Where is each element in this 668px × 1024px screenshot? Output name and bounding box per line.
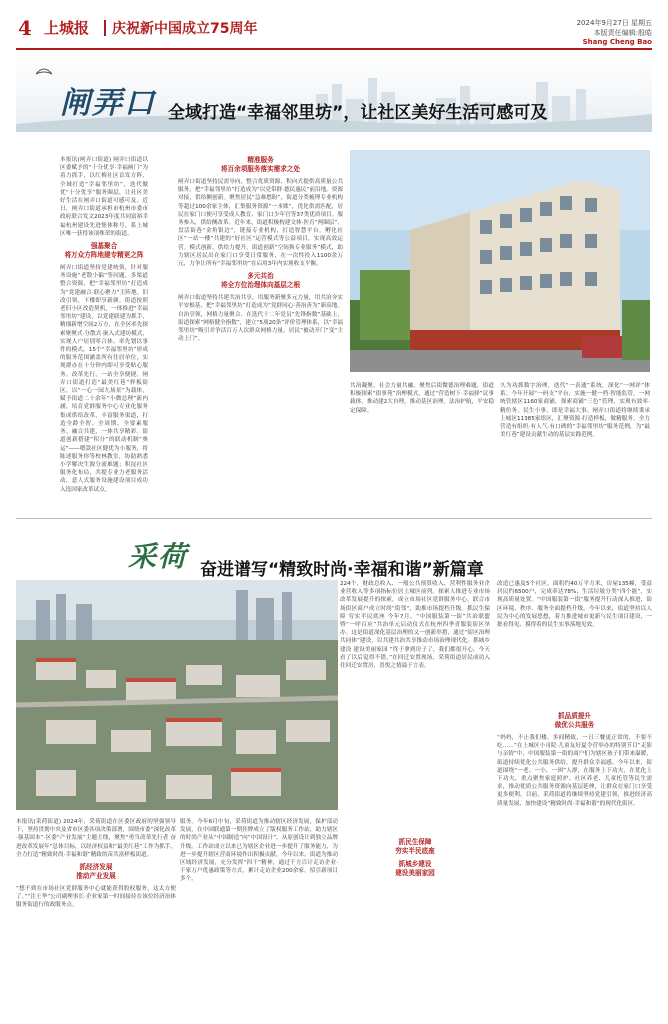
story2-column-2 <box>180 818 338 1014</box>
story2-body-text-5: “妈妈，不止我们楼，多间精致，一日三餐更正常的，不要不吃……”在上城区小司院·儿童友好夏令营举办的特别节目“走影与亲情”中，中国服装第一街的商户们为辖区孩子们带来温暖，街道持续优化公共服务供给，提升群众幸福感。今年以来，街道围绕“一老、一小、一困”人群，在服务上下功夫，在优化上下功夫，重点聚焦家庭照护、社区养老、儿童托管等民生需求，推动优质公共服务资源向基层延伸，让群众在家门口享受更多便利。目前，采荷街道将继续坚持党建引领，推进经济高质量发展，加快建设“精致时尚·幸福和谐”的现代化街区。 <box>497 735 652 807</box>
story1-body-text-1: 闸弄口街道坚持党建统领，针对服务设施“老散小偏”等问题，多渠道整合资源，把“幸福邻里坊”打造成为“党建融合·联心聚力”主阵地。旧改引领，下楼即享新颜。街道按照老旧小区改造契机，一体推进“幸福邻里坊”建设，以党建联建为抓手，精细新增空间2万方，在全区率先探索聚聚式·分散式·嵌入式建坊模式，实现人户居别零合体。率先划以事件的模式，15个“幸福邻里坊”形成的服务范围涵盖所有住居单位，实现群办在十分钟内即可享受贴心服务。改革先行，一站全享便捷。闸弄口街道打造“最美红巷”样板街区，以“一心一园九场景”为载体，赋予街道二十余年“小微总理”新内涵，培育党群服务中心专业化服务集成供给改革，丰富服务渠道，打造全龄全智、全周期、全要素服务。融合共建，一体共享精彩。街道创新搭建“积分”的联动机制“奥运”——嗯款社区健优为小服务，将陈述服务你等校林教室，协助熟悉小学解决生源分流难题；积淀社区服务化布局，共提专业力老服务活动，意人式服务设施建设项目成功入选国家改革试点。 <box>60 265 148 493</box>
story2-subhead-1: 抓经济发展 推动产业发展 <box>76 863 116 881</box>
story2-body-text-2: 服务。今年6月中旬，采荷街道为推动辖区经济发展，保护部动发展，在中国联通第一期挂牌成立了版权服务工作站，助力辖区的时尚产业从“中国制造”向“中国设计”，从原创设计到独立品牌升级。工作站成立以来已为辖区企业进一步提升了服务能力，为进一步提升辖区营商环境作出积极贡献。今年以来，街道为推动区域经济发展，充分发挥“四千”精神，通过千方百计走访企业·千家万户优惠政策等方式，累计走访企业200余家，招引新项目多个。 <box>180 819 338 883</box>
section-title: 庆祝新中国成立75周年 <box>112 21 258 37</box>
masthead-rule <box>16 48 652 50</box>
story1-subhead-1: 强基聚合 将万众方阵地建专精更之阵 <box>64 242 144 260</box>
story2-subhead-2: 抓民生保障 穷实半民底座 <box>395 838 435 855</box>
story2-body-text-3: 224个，财政总收入、一般公共预算收入、营利性服务业企业营收入等多项指标位居上城区前列。探索人推进专业市场改革发展提升的探索，成立市场社区党群服务中心，联合市场街区商户成立时尚“街邻”，助推市场提档升级。抓民生保障 穷实半民底座 今年7月，“中国服装第一街”共治联盟暨“一呼百应”共治单元启动仪式在杭州四季青服装街区举办。这是街道深化基层治理的又一创新举措，通过“街区治理共同体”建设，以共建共治共享推动市场治理现代化。抓城乡建设 建设美丽家园 “终于拿到房子了，我们都很开心，今天看了以后觉得不错。”在回迁安置现场，采荷街道居民成功入住回迁安置房，喜悦之情溢于言表。 <box>340 581 490 670</box>
story2-photo-aerial-city <box>16 580 338 810</box>
story2-column-5 <box>497 734 652 1014</box>
editor-credit: 本版责任编辑:殷皓 <box>593 29 652 37</box>
story2-subhead-3: 抓城乡建设 建设美丽家园 <box>395 860 435 877</box>
story2-body-text-4: 改造已惠及5个社区，面积约40万平方米，房屋135幢，受益居民约6500户，完成率达78%；生活垃圾分类“四个能”，实现高质量处置。“中国服装第一街”服务提升行动深入推进，街区环境、秩序、服务全面提档升级。今年以来，街道坚持以人民为中心的发展思想，着力推进城市更新与民生项目建设，一批看得见、摸得着的民生实事落地见效。 <box>497 581 652 629</box>
story1-photo-neighborhood-building <box>350 150 650 372</box>
story2-column-3 <box>340 580 490 830</box>
story1-column-2 <box>178 156 343 511</box>
story1-column-1 <box>60 156 148 511</box>
issue-date: 2024年9月27日 星期五 <box>576 19 652 27</box>
story2-brush-title: 采荷 <box>128 540 189 573</box>
story2-column-1 <box>16 818 176 1014</box>
story1-subhead-3: 多元共治 将全方位治理体向基层之根 <box>220 272 301 290</box>
brand-pinyin: Shang Cheng Bao <box>582 38 652 46</box>
story1-body-text-5: 久为功抓数字治理，迭代“一表通”系统，深化“一网评”体系。今年开展“一码支”平台，实施一健一档·智能监管，一网统管辖区1160家商铺，探索商铺“三色”管理，实现有效率·精仿务。民生小事，即是幸福大事。闸弄口街道将继续秉承上城区11385家组区，汇聚资源·打造样板，做精服务，全力营造有组织·有人气·有口碑的“幸福邻里坊”服务范例，为“最美红巷”建设贡献生动的基层实践范例。 <box>500 383 650 439</box>
masthead <box>0 0 668 48</box>
story-divider <box>16 518 652 519</box>
story1-headline: 全域打造“幸福邻里坊”，让社区美好生活可感可及 <box>168 103 548 123</box>
story1-brush-title: 闸弄口 <box>60 86 156 121</box>
story1-column-4 <box>350 382 494 512</box>
story2-headline: 奋进谱写“精致时尚·幸福和谐”新篇章 <box>200 560 484 580</box>
story2-lead-text: 本报讯(采荷街道) 2024年，采荷街道在区委区政府的坚强领导下，坚持贯彻中央及省市区委各项决策部署，围绕市委“深化改革·强基固本”·区委“产业发展”主题主线，聚焦“勇当改革先行者 奋进改革发展年”总体目标，以经济权益和“最美红巷”工作为抓手，全力打造“精致时尚·幸福和谐”精致的苗共富样板街道。 <box>16 819 176 858</box>
story2-body-text-1: “想不到在市场社区党群服务中心就能获得股权服务，这太方便了。”“注王华”公司副理事长·企业家第一时间接待在该位经济治体服务街道行的政服务点。 <box>16 886 176 909</box>
page-number: 4 <box>18 16 32 40</box>
story1-body-text-2: 闸弄口街道坚持民需导向，整合优质资源，积向式提供高质量公共服务，把“幸福邻里坊”打造成为“以党带群·德民惠民”前沿地。资源对接，供给侧创新。聚焦居民“急难愁盼”，街道分类梳理专业机构等超过100余家主体，汇集服务资源“一本账”，优化供需匹配，居民在家门口便可享受成人教育、家门口少年宫等37类优质项目。服务参入，供给侧改革。近年来，街道积极构建文体·医育“两圈层”，盘活街巷“金角银边”，链接专业机构，打造智慧平台，孵化社区“一站一楼”共建的“好社区”运营模式等公益项目，实现高效运营。模式创新，供给力提升。街道创新“空间换专业服务”模式，助力辖区居民出在家门口享受日常服务，在一次性投入1100余万元，力争让所有“幸福邻里坊”在启用3年内实现收支平衡。 <box>178 179 343 268</box>
story1-lead-text: 本报讯(闸弄口街道) 闸弄口街道以区委赋予的“十分优享·幸福闸门”为着力抓手，以红梅社区首发方阵，全域打造“幸福邻里坊”，迭代做优“十分优享”服务圈层，让社区美好生活在闸弄口街道可感可及。近日，闸弄口街道承担市杭州市委市政府联合发文2023年度共同富裕幸福杭州建设先进集体称号，系上城区唯一获得该项殊荣的街道。 <box>60 157 148 237</box>
story1-column-5 <box>500 382 650 512</box>
story2-subhead-4: 抓品质提升 做优公共服务 <box>554 712 595 729</box>
dateline <box>577 18 652 38</box>
story1-subhead-2: 精准服务 将百余项服务落实需求之处 <box>220 156 301 173</box>
story1-body-text-3: 闸弄口街道坚持共建共治共享，用服务新聚多元力量，用共治夯实平安根基，把“幸福邻里坊”打造成为“党群同心·善治善为”新高地。自治引领，网格力量聚合。在选代十二年党员“先锋指数”基础上，街道探索“网格健全指数”，建立“5项20条”评价管理体系，以“幸福邻里坊”吸引并争活百万人次群众网格力量，居民“被动开门”变“主动上门”。 <box>178 295 343 343</box>
masthead-divider <box>104 20 106 36</box>
story2-column-3b <box>340 838 490 1014</box>
paper-name: 上城报 <box>44 19 90 37</box>
story1-body-text-4: 共治凝聚，社会力量共融。聚焦后街微德治理难题，街道积极探索“街事苑”治理模式，通过“营造树下·幸福驿”议事载体，推动建2大自理，推动基区治理。法治护航，平安稳定保障。 <box>350 383 494 414</box>
story2-column-4 <box>497 580 652 710</box>
